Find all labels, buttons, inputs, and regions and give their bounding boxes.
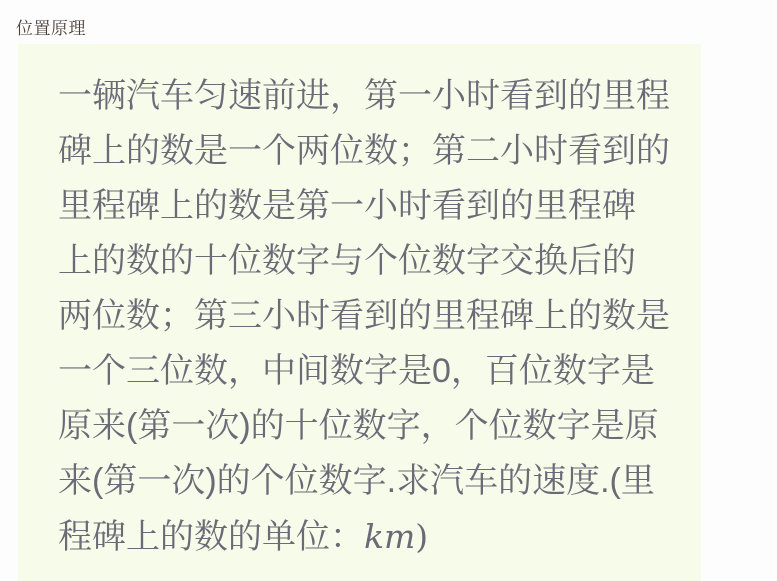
problem-line-text: 两位数；第三小时看到的里程碑上的数是: [58, 297, 670, 335]
problem-line: [58, 454, 673, 509]
problem-line: [58, 289, 673, 344]
problem-line: [58, 234, 673, 289]
problem-line: [58, 69, 673, 124]
problem-line-text: 一个三位数，中间数字是0，百位数字是: [58, 352, 655, 390]
problem-line: [58, 124, 673, 179]
problem-text: [18, 44, 701, 565]
problem-line: [58, 399, 673, 454]
problem-line: [58, 509, 673, 565]
problem-line-text: 来(第一次)的个位数字.求汽车的速度.(里: [58, 462, 655, 500]
problem-card: [18, 44, 701, 581]
problem-line: [58, 179, 673, 234]
problem-line-text: 碑上的数是一个两位数；第二小时看到的: [58, 132, 670, 170]
math-unit: km: [364, 517, 416, 556]
problem-line-text: 一辆汽车匀速前进，第一小时看到的里程: [58, 77, 670, 115]
problem-line-text: 里程碑上的数是第一小时看到的里程碑: [58, 187, 636, 225]
problem-line-text: 原来(第一次)的十位数字，个位数字是原: [58, 407, 659, 445]
page-title: 位置原理: [16, 19, 86, 38]
problem-line-text: 上的数的十位数字与个位数字交换后的: [58, 242, 636, 280]
problem-line: [58, 344, 673, 399]
math-unit: ): [415, 517, 429, 556]
problem-line-text: 程碑上的数的单位：: [58, 518, 364, 556]
